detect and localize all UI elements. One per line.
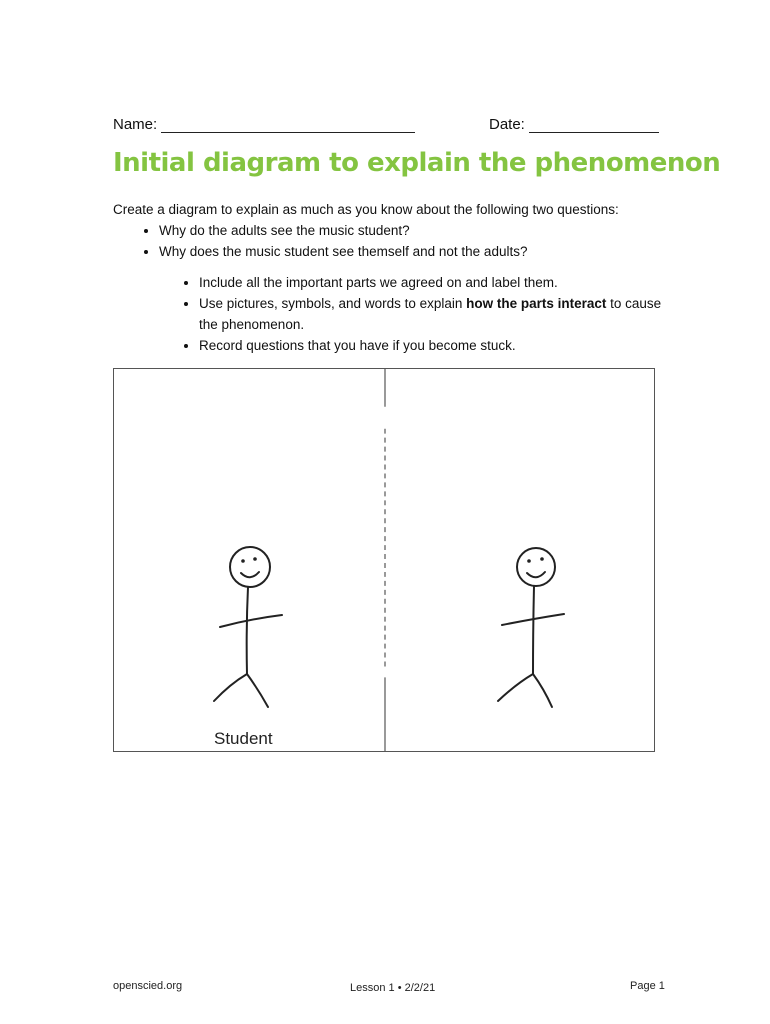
name-label: Name: [113, 116, 158, 133]
footer-page-number: Page 1 [630, 980, 665, 992]
intro-prompt: Create a diagram to explain as much as you know about the following two questions: [113, 202, 619, 217]
page-title: Initial diagram to explain the phenomenon [113, 148, 721, 178]
instruction-item: • Include all the important parts we agreed on and label them. [199, 272, 673, 293]
question-item: • Why do the adults see the music student? [159, 220, 673, 241]
stick-figure-reflection [496, 539, 596, 719]
instruction-item [199, 293, 673, 335]
date-label: Date: [489, 116, 525, 133]
footer-site: openscied.org [113, 980, 183, 992]
divider-line [384, 369, 386, 751]
intro-section [113, 199, 673, 262]
name-field[interactable] [113, 116, 415, 133]
name-line[interactable] [161, 116, 415, 133]
instruction-list [113, 272, 673, 356]
header-row [113, 116, 658, 140]
student-label: Student [214, 729, 273, 748]
date-field[interactable] [489, 116, 659, 133]
question-item: • Why does the music student see themself and not the adults? [159, 241, 673, 262]
diagram-box[interactable] [113, 368, 655, 752]
question-list [113, 220, 673, 262]
instruction-text: to cause the phenomenon. [199, 296, 662, 332]
stick-figure-student [210, 539, 310, 719]
instruction-text: Use pictures, symbols, and words to explain [199, 296, 467, 311]
instructions-section [113, 272, 673, 356]
footer-lesson: Lesson 1 • 2/2/21 [350, 982, 436, 994]
instruction-emphasis: how the parts interact [466, 296, 607, 311]
instruction-item: • Record questions that you have if you become stuck. [199, 335, 673, 356]
date-line[interactable] [529, 116, 659, 133]
